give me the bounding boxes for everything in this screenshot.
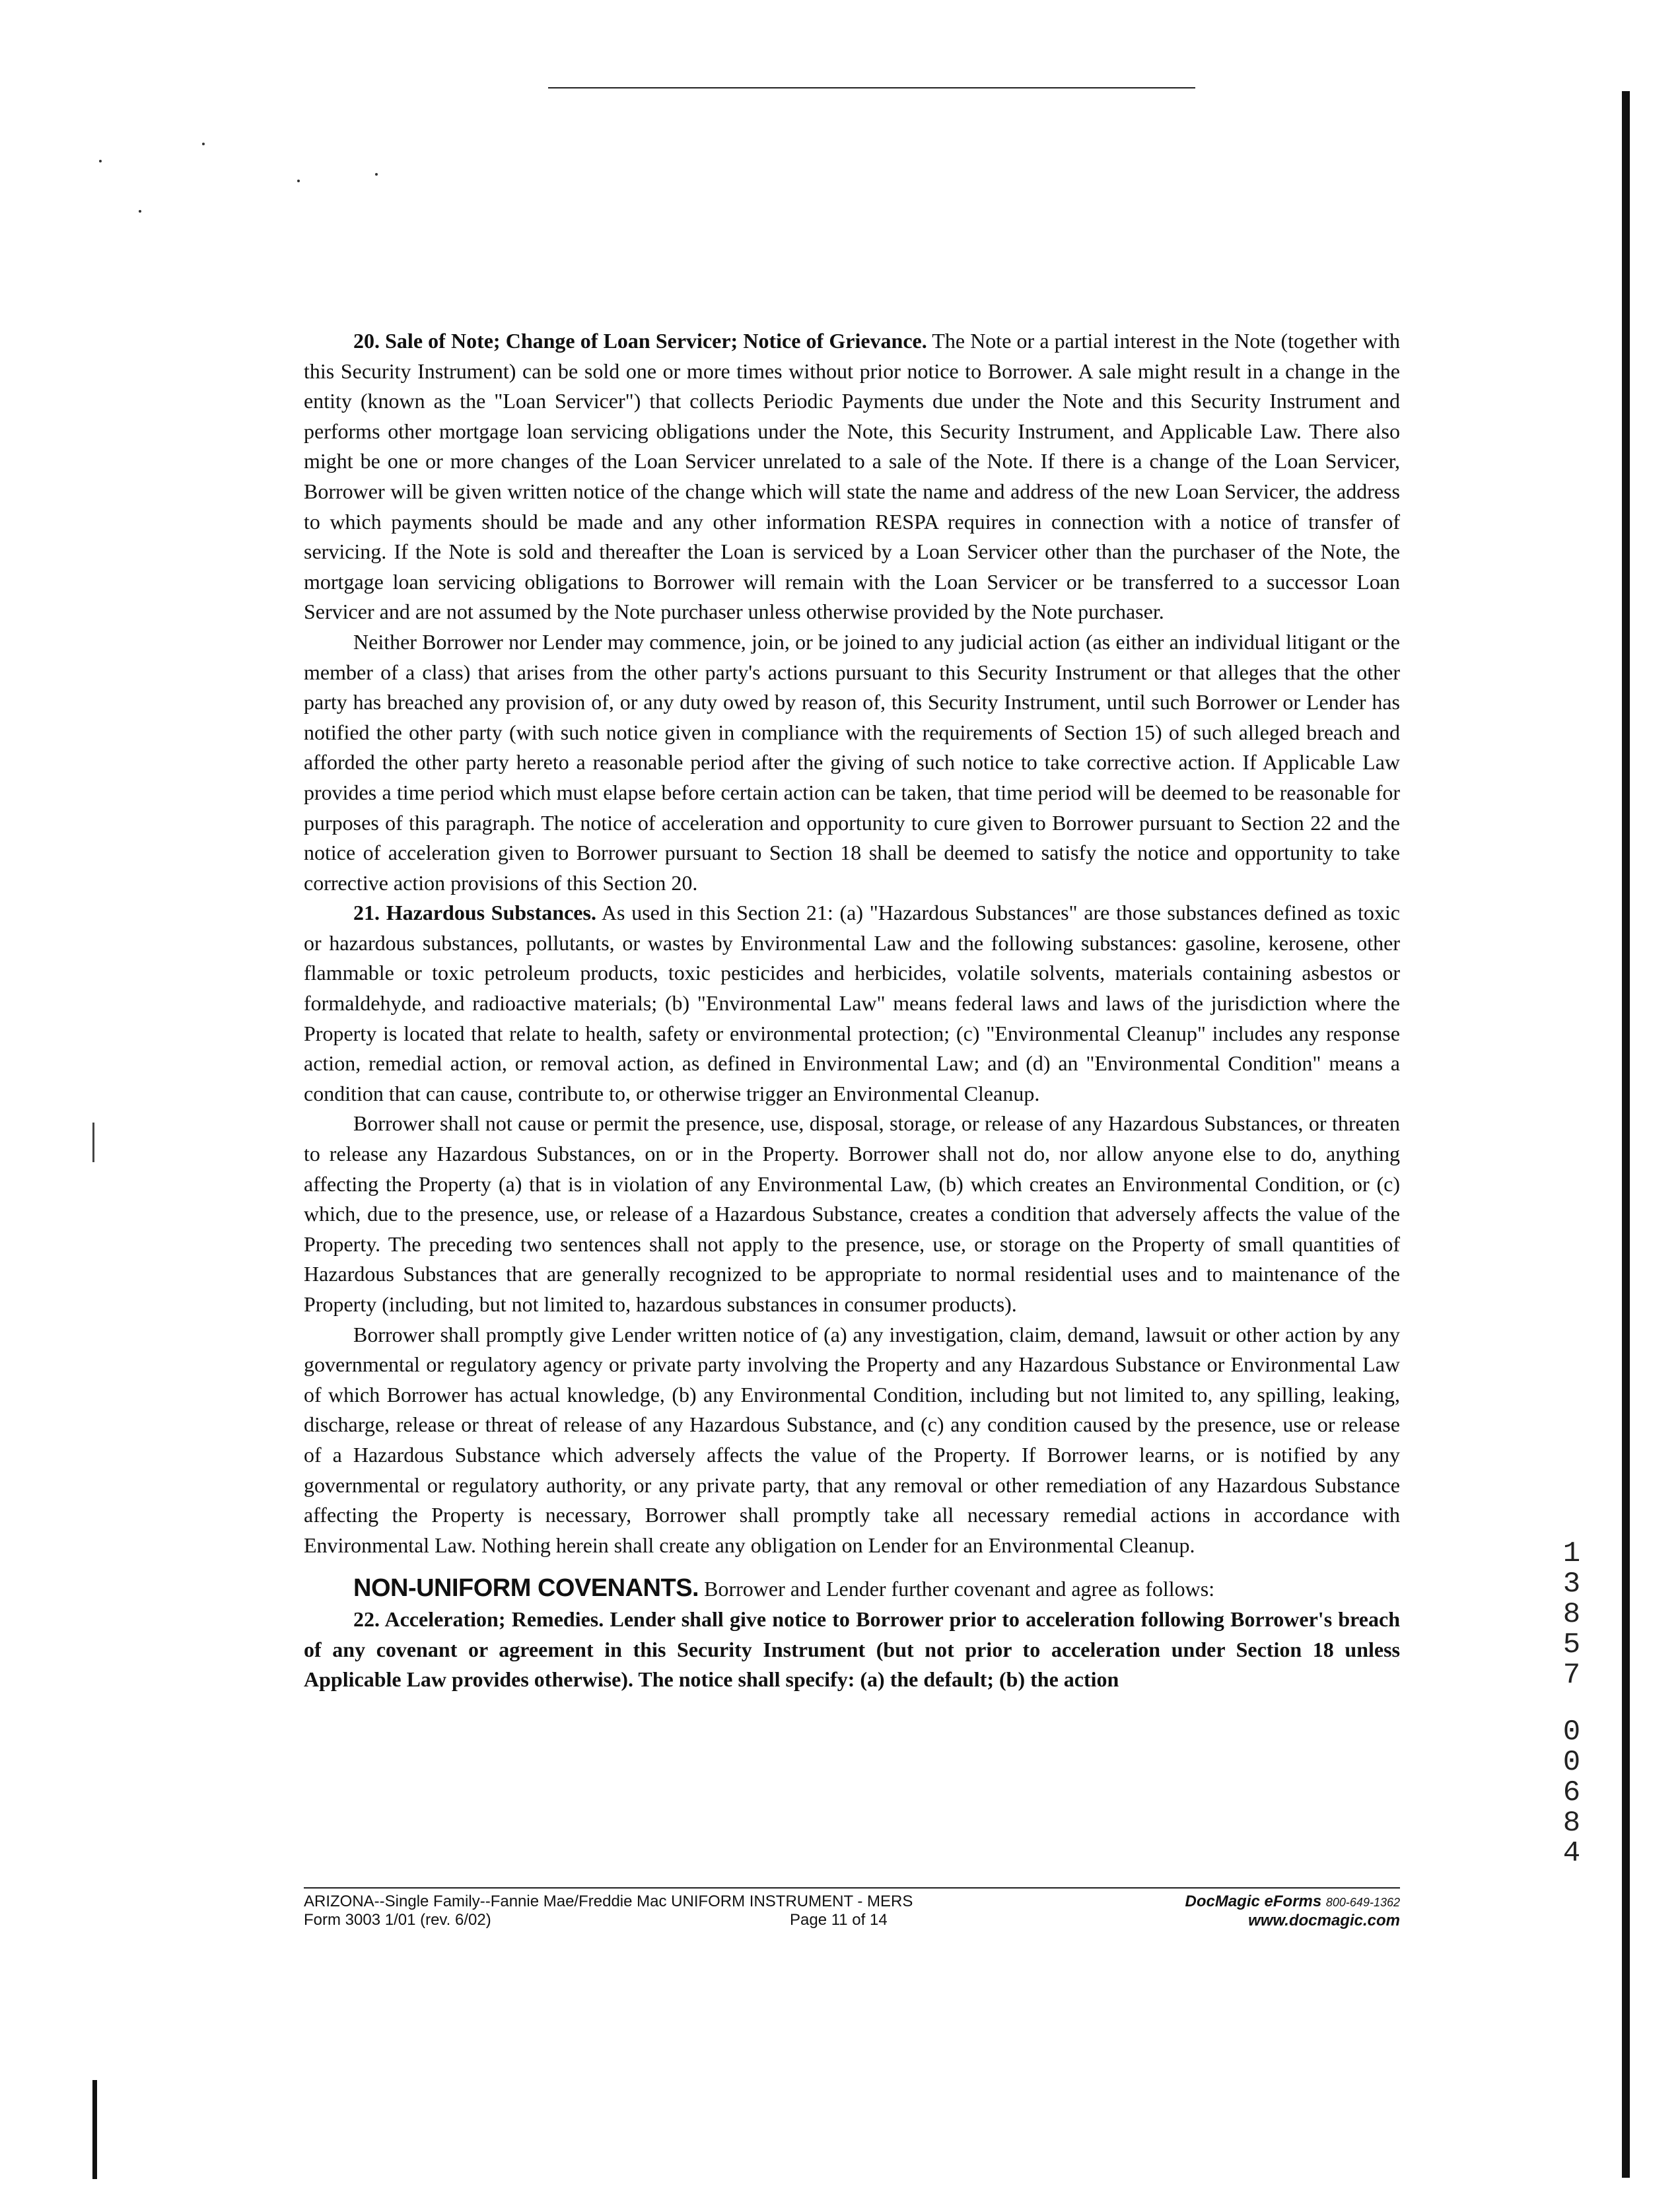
footer-docmagic	[1109, 1892, 1400, 1930]
section-21-paragraph-3: Borrower shall promptly give Lender written notice of (a) any investigation, claim, demand, lawsuit or other action by any governmental or regulatory agency or private party involving the Property and any Hazardous Substance or Environmental Law of which Borrower has actual knowledge, (b) any Environmental Condition, including but not limited to, any spilling, leaking, discharge, release or threat of release of any Hazardous Substance, and (c) any condition caused by the presence, use or release of a Hazardous Substance which adversely affects the value of the Property. If Borrower learns, or is notified by any governmental or regulatory authority, or any private party, that any removal or other remediation of any Hazardous Substance affecting the Property is necessary, Borrower shall promptly take all necessary remedial actions in accordance with Environmental Law. Nothing herein shall create any obligation on Lender for an Environmental Cleanup.	[304, 1322, 1400, 1557]
non-uniform-covenants-heading: NON-UNIFORM COVENANTS.	[353, 1574, 699, 1603]
scan-speck	[99, 160, 102, 162]
scan-edge-bar	[1622, 91, 1630, 2178]
section-20-paragraph	[304, 326, 1400, 627]
stamp-digit: 7	[1562, 1659, 1581, 1692]
scan-mark	[92, 1123, 94, 1162]
footer-form-number: Form 3003 1/01 (rev. 6/02)	[304, 1911, 491, 1929]
scan-speck	[375, 173, 378, 176]
scan-edge-bar-left	[92, 2080, 97, 2179]
section-22-heading: 22. Acceleration; Remedies.	[353, 1607, 604, 1631]
scan-speck	[202, 143, 205, 145]
top-rule	[548, 87, 1195, 88]
footer-phone: 800-649-1362	[1325, 1896, 1400, 1909]
section-21-paragraph-2: Borrower shall not cause or permit the presence, use, disposal, storage, or release of any Hazardous Substances, or threaten to release any Hazardous Substances, on or in the Property. Borrower shall not do, nor allow anyone else to do, anything affecting the Property (a) that is in violation of any Environmental Law, (b) which creates an Environmental Condition, or (c) which, due to the presence, use, or release of a Hazardous Substance, creates a condition that adversely affects the value of the Property. The preceding two sentences shall not apply to the presence, use, or storage on the Property of small quantities of Hazardous Substances that are generally recognized to be appropriate to normal residential uses and to maintenance of the Property (including, but not limited to, hazardous substances in consumer products).	[304, 1111, 1400, 1316]
stamp-digit: 5	[1562, 1628, 1581, 1661]
stamp-digit: 8	[1562, 1807, 1581, 1840]
docmagic-logo: DocMagic eForms	[1185, 1892, 1322, 1910]
section-21-body: As used in this Section 21: (a) "Hazardous Substances" are those substances defined as toxic or hazardous substances, pollutants, or wastes by Environmental Law and the following substances: gasoline, kerosene, other flammable or toxic petroleum products, toxic pesticides and herbicides, volatile solvents, materials containing asbestos or formaldehyde, and radioactive materials; (b) "Environmental Law" means federal laws and laws of the jurisdiction where the Property is located that relate to health, safety or environmental protection; (c) "Environmental Cleanup" includes any response action, remedial action, or removal action, as defined in Environmental Law; and (d) an "Environmental Condition" means a condition that can cause, contribute to, or otherwise trigger an Environmental Cleanup.	[304, 901, 1401, 1105]
stamp-digit: 8	[1562, 1598, 1581, 1631]
recording-number-stamp	[1558, 1539, 1585, 1869]
section-21-heading: 21. Hazardous Substances.	[353, 901, 596, 925]
section-21-paragraph	[304, 898, 1400, 1109]
section-20-body: The Note or a partial interest in the Note (together with this Security Instrument) can be sold one or more times without prior notice to Borrower. A sale might result in a change in the entity (known as the "Loan Servicer") that collects Periodic Payments due under the Note and this Security Instrument and performs other mortgage loan servicing obligations under the Note, this Security Instrument, and Applicable Law. There also might be one or more changes of the Loan Servicer unrelated to a sale of the Note. If there is a change of the Loan Servicer, Borrower will be given written notice of the change which will state the name and address of the new Loan Servicer, the address to which payments should be made and any other information RESPA requires in connection with a notice of transfer of servicing. If the Note is sold and thereafter the Loan is serviced by a Loan Servicer other than the purchaser of the Note, the mortgage loan servicing obligations to Borrower will remain with the Loan Servicer or be transferred to a successor Loan Servicer and are not assumed by the Note purchaser unless otherwise provided by the Note purchaser.	[304, 329, 1401, 624]
scan-speck	[297, 180, 300, 182]
non-uniform-covenants-paragraph	[304, 1574, 1400, 1605]
stamp-digit: 6	[1562, 1776, 1581, 1809]
section-22-body: Lender shall give notice to Borrower prior to acceleration following Borrower's breach of any covenant or agreement in this Security Instrument (but not prior to acceleration under Section 18 unless Applicable Law provides otherwise). The notice shall specify: (a) the default; (b) the action	[304, 1607, 1401, 1692]
section-20-heading: 20. Sale of Note; Change of Loan Servicer; Notice of Grievance.	[353, 329, 927, 353]
stamp-digit: 1	[1562, 1537, 1581, 1570]
stamp-digit: 4	[1562, 1837, 1581, 1870]
stamp-digit: 0	[1562, 1716, 1581, 1749]
stamp-digit: 3	[1562, 1568, 1581, 1601]
document-body	[304, 326, 1400, 1695]
footer-rule	[304, 1887, 1400, 1889]
footer-form-title: ARIZONA--Single Family--Fannie Mae/Freddie Mac UNIFORM INSTRUMENT - MERS	[304, 1892, 913, 1910]
scan-speck	[139, 210, 141, 213]
non-uniform-covenants-body: Borrower and Lender further covenant and agree as follows:	[699, 1577, 1215, 1601]
footer-page-number: Page 11 of 14	[790, 1911, 888, 1929]
section-20-paragraph-2: Neither Borrower nor Lender may commence, join, or be joined to any judicial action (as either an individual litigant or the member of a class) that arises from the other party's actions pursuant to this Security Instrument or that alleges that the other party has breached any provision of, or any duty owed by reason of, this Security Instrument, until such Borrower or Lender has notified the other party (with such notice given in compliance with the requirements of Section 15) of such alleged breach and afforded the other party hereto a reasonable period after the giving of such notice to take corrective action. If Applicable Law provides a time period which must elapse before certain action can be taken, that time period will be deemed to be reasonable for purposes of this paragraph. The notice of acceleration and opportunity to cure given to Borrower pursuant to Section 22 and the notice of acceleration given to Borrower pursuant to Section 18 shall be deemed to satisfy the notice and opportunity to take corrective action provisions of this Section 20.	[304, 629, 1400, 895]
section-22-paragraph	[304, 1605, 1400, 1695]
footer-website: www.docmagic.com	[1248, 1912, 1400, 1929]
stamp-digit: 0	[1562, 1746, 1581, 1779]
